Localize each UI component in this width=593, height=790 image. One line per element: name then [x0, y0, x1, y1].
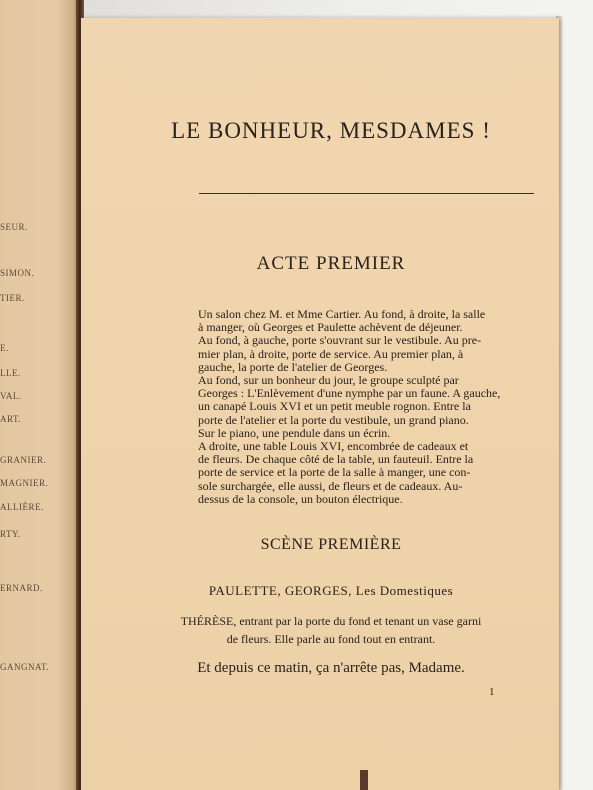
left-page-entry: LLE.: [0, 368, 21, 378]
left-page-entry: VAL.: [0, 391, 22, 401]
left-page-entry: ERNARD.: [0, 583, 43, 593]
right-page: [81, 18, 559, 790]
left-page-entry: GRANIER.: [0, 455, 47, 465]
left-page-entry: ART.: [0, 414, 22, 424]
setting-line: porte de l'atelier et la porte du vestibule, un grand piano.: [198, 412, 469, 427]
setting-line: dessus de la console, un bouton électrique.: [198, 491, 403, 506]
setting-line: mier plan, à droite, porte de service. Au premier plan, à: [198, 346, 464, 361]
setting-paragraph-2: [198, 374, 518, 440]
setting-line: Au fond, sur un bonheur du jour, le groupe sculpté par: [198, 373, 459, 387]
setting-paragraph-3: [198, 440, 518, 506]
title-rule: [199, 193, 534, 194]
scene-heading: SCÈNE PREMIÈRE: [260, 536, 402, 553]
setting-paragraph-1: [198, 308, 518, 374]
setting-line: Sur le piano, une pendule dans un écrin.: [198, 425, 391, 440]
left-page-entry: E.: [0, 343, 9, 353]
setting-line: un canapé Louis XVI et un petit meuble rognon. Entre la: [198, 399, 471, 414]
setting-line: Un salon chez M. et Mme Cartier. Au fond, à droite, la salle: [198, 307, 486, 321]
play-title: LE BONHEUR, MESDAMES !: [171, 118, 491, 143]
setting-line: A droite, une table Louis XVI, encombrée de cadeaux et: [198, 439, 469, 453]
setting-line: de fleurs. De chaque côté de la table, un fauteuil. Entre la: [198, 452, 474, 467]
bookmark-ribbon: [360, 770, 368, 790]
page-number: 1: [489, 686, 495, 698]
left-page-entry: SEUR.: [0, 222, 28, 232]
setting-line: porte de service et la porte de la salle à manger, une con-: [198, 465, 471, 480]
setting-line: sole surchargée, elle aussi, de fleurs et de cadeaux. Au-: [198, 478, 463, 493]
dialogue-line: Et depuis ce matin, ça n'arrête pas, Madame.: [197, 660, 465, 676]
setting-line: gauche, la porte de l'atelier de Georges.: [198, 359, 388, 374]
act-heading: ACTE PREMIER: [256, 253, 406, 274]
setting-line: Georges : L'Enlèvement d'une nymphe par un faune. A gauche,: [198, 386, 501, 401]
left-page: [0, 0, 80, 790]
left-page-entry: TIER.: [0, 293, 25, 303]
characters-line: PAULETTE, GEORGES, Les Domestiques: [208, 583, 454, 598]
left-page-entry: GANGNAT.: [0, 662, 50, 672]
stage-direction: THÉRÈSE, entrant par la porte du fond et tenant un vase garni: [180, 614, 482, 628]
left-page-entry: SIMON.: [0, 268, 35, 278]
left-page-entry: RTY.: [0, 529, 21, 539]
stage-direction: de fleurs. Elle parle au fond tout en entrant.: [226, 632, 436, 646]
setting-line: à manger, où Georges et Paulette achèvent de déjeuner.: [198, 320, 463, 335]
setting-line: Au fond, à gauche, porte s'ouvrant sur le vestibule. Au pre-: [198, 333, 482, 348]
left-page-entry: MAGNIER.: [0, 478, 49, 488]
left-page-entry: ALLIÈRE.: [0, 502, 44, 512]
